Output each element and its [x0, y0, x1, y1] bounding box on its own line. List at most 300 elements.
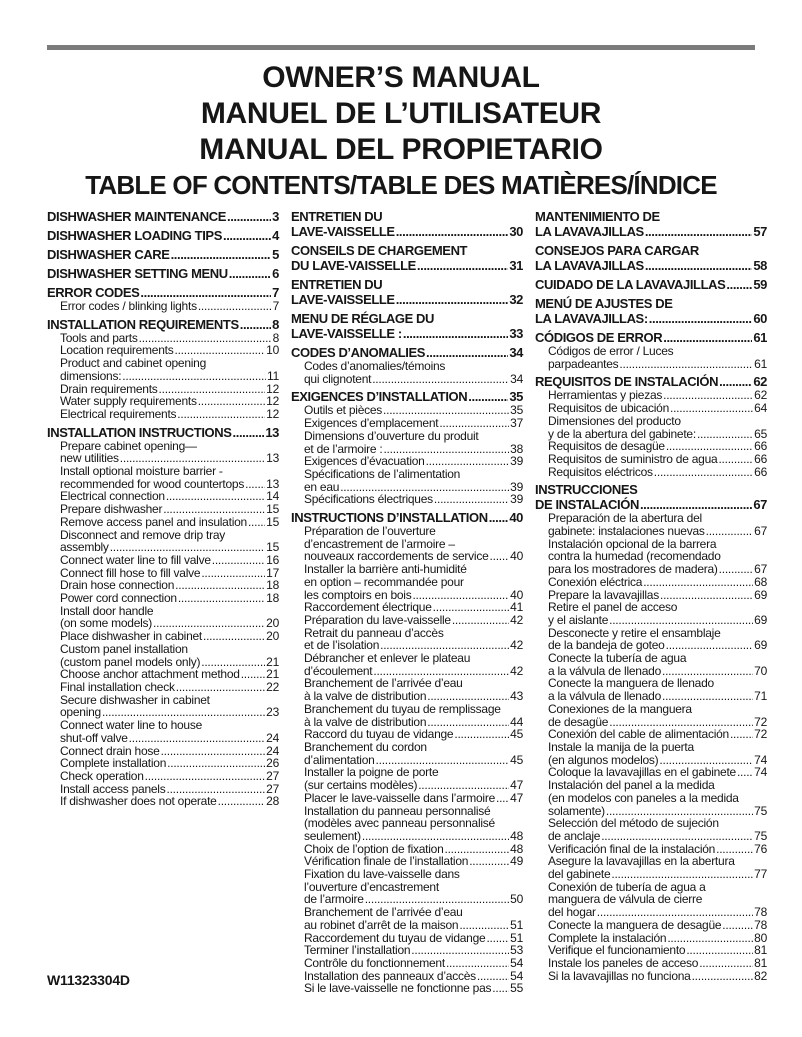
- toc-entry-line: [535, 258, 767, 273]
- dot-leader: [362, 830, 509, 843]
- toc-entry-line: d’encastrement de l’armoire –: [304, 536, 455, 551]
- toc-entry-line: (en modelos con paneles a la medida: [548, 790, 739, 805]
- page-number: 80: [754, 930, 767, 945]
- toc-section: [47, 209, 279, 224]
- page-number: 66: [754, 464, 767, 479]
- page-number: 72: [754, 727, 767, 742]
- toc-entry-text: DISHWASHER CARE: [47, 247, 170, 262]
- toc-entry-text: Connect fill hose to fill valve: [60, 565, 201, 580]
- dot-leader: [597, 906, 753, 919]
- toc-item: [535, 881, 767, 919]
- toc-entry-text: et de l’isolation: [304, 638, 380, 653]
- toc-entry-text: Water supply requirements: [60, 394, 197, 409]
- toc-entry-text: DISHWASHER LOADING TIPS: [47, 228, 222, 243]
- toc-item: [535, 652, 767, 677]
- toc-item: [291, 868, 523, 906]
- toc-entry-text: Final installation check: [60, 679, 175, 694]
- toc-entry-line: [548, 402, 767, 415]
- dot-leader: [227, 209, 271, 224]
- toc-entry-text: Raccordement électrique: [304, 600, 432, 615]
- toc-entry-text: d’alimentation: [304, 752, 375, 767]
- toc-entry-text: qui clignotent: [304, 371, 372, 386]
- toc-section-heading: [535, 209, 767, 239]
- top-divider: [47, 45, 755, 50]
- toc-entry-line: Install optional moisture barrier -: [60, 464, 223, 479]
- toc-entry-line: Connect water line to house: [60, 718, 203, 733]
- toc-entry-text: REQUISITOS DE INSTALACIÓN: [535, 374, 719, 390]
- toc-entry-text: CUIDADO DE LA LAVAVAJILLAS: [535, 277, 726, 292]
- toc-item: [291, 766, 523, 791]
- toc-section: [535, 482, 767, 982]
- toc-entry-text: Remove access panel and insulation: [60, 514, 247, 529]
- toc-item: [47, 770, 279, 783]
- page-number: 31: [509, 258, 523, 273]
- toc-entry-text: Conexión del cable de alimentación: [548, 727, 729, 742]
- dot-leader: [468, 389, 508, 404]
- page-number: 12: [266, 394, 279, 409]
- dot-leader: [692, 970, 754, 983]
- page-number: 65: [754, 426, 767, 441]
- toc-entry-line: [60, 516, 279, 529]
- page-number: 62: [754, 388, 767, 403]
- dot-leader: [663, 330, 752, 345]
- toc-entry-text: Requisitos eléctricos: [548, 464, 653, 479]
- page-number: 12: [266, 406, 279, 421]
- toc-entry-line: [47, 228, 279, 243]
- dot-leader: [643, 576, 753, 589]
- toc-entry-line: manguera de válvula de cierre: [548, 892, 703, 907]
- toc-section: [291, 311, 523, 341]
- dot-leader: [490, 550, 510, 563]
- toc-entry-line: [291, 292, 523, 307]
- toc-entry-text: Préparation du lave-vaisselle: [304, 612, 451, 627]
- toc-section-heading: [535, 277, 767, 292]
- toc-section: [291, 277, 523, 307]
- toc-item: [535, 601, 767, 626]
- page-number: 21: [266, 667, 279, 682]
- toc-column-3: [535, 209, 767, 982]
- toc-section-heading: [535, 374, 767, 389]
- toc-item: [291, 417, 523, 430]
- toc-item: [47, 694, 279, 719]
- toc-section-heading: [47, 317, 279, 332]
- page-number: 42: [510, 638, 523, 653]
- toc-item: [291, 468, 523, 493]
- dot-leader: [730, 728, 753, 741]
- toc-entry-text: new utilities: [60, 451, 119, 466]
- page-number: 48: [510, 841, 523, 856]
- toc-entry-line: [47, 425, 279, 440]
- page-number: 35: [509, 389, 523, 405]
- toc-section-heading: [535, 296, 767, 326]
- page-number: 13: [266, 476, 279, 491]
- toc-section-heading: [535, 243, 767, 273]
- toc-item: [535, 415, 767, 440]
- dot-leader: [176, 681, 265, 694]
- page-number: 47: [510, 790, 523, 805]
- toc-entry-text: opening: [60, 705, 101, 720]
- page-number: 32: [509, 292, 523, 307]
- toc-column-2: [291, 209, 523, 995]
- toc-entry-line: Branchement du tuyau de remplissage: [304, 701, 501, 716]
- toc-item: [291, 805, 523, 843]
- toc-section: [291, 389, 523, 506]
- table-of-contents-title: TABLE OF CONTENTS/TABLE DES MATIÈRES/ÍNDICE: [85, 170, 717, 200]
- page-number: 28: [266, 794, 279, 809]
- toc-entry-line: Fixation du lave-vaisselle dans: [304, 867, 460, 882]
- page-number: 3: [272, 209, 279, 224]
- page-number: 12: [266, 381, 279, 396]
- dot-leader: [248, 516, 265, 529]
- manual-title-french: MANUEL DE L’UTILISATEUR: [200, 97, 602, 130]
- toc-entry-text: Conecte la manguera de desagüe: [548, 917, 722, 932]
- toc-item: [291, 360, 523, 385]
- dot-leader: [699, 957, 753, 970]
- toc-entry-line: Product and cabinet opening: [60, 356, 207, 371]
- toc-section-heading: [291, 510, 523, 525]
- toc-section: [291, 209, 523, 239]
- dot-leader: [601, 830, 753, 843]
- toc-item: [47, 719, 279, 744]
- toc-item: [291, 493, 523, 506]
- toc-item: [535, 538, 767, 576]
- toc-entry-line: [548, 919, 767, 932]
- toc-entry-line: Prepare cabinet opening—: [60, 438, 197, 453]
- page-number: 34: [509, 345, 523, 360]
- toc-entry-line: [60, 592, 279, 605]
- toc-entry-text: Tools and parts: [60, 330, 138, 345]
- toc-entry-line: [535, 224, 767, 239]
- toc-entry-text: If dishwasher does not operate: [60, 794, 217, 809]
- toc-section: [47, 228, 279, 243]
- page-number: 55: [510, 981, 523, 996]
- page-number: 81: [754, 955, 767, 970]
- toc-item: [535, 741, 767, 766]
- toc-item: [291, 906, 523, 931]
- toc-section-heading: [291, 243, 523, 273]
- toc-entry-line: [548, 358, 767, 371]
- toc-entry-text: DISHWASHER SETTING MENU: [47, 266, 228, 281]
- dot-leader: [489, 510, 509, 525]
- page-number: 48: [510, 828, 523, 843]
- toc-entry-line: Disconnect and remove drip tray: [60, 527, 225, 542]
- toc-entry-line: Conexión de tubería de agua a: [548, 879, 706, 894]
- page-number: 81: [754, 943, 767, 958]
- dot-leader: [201, 567, 265, 580]
- toc-entry-line: Selección del método de sujeción: [548, 816, 719, 831]
- toc-entry-line: (modèles avec panneau personnalisé: [304, 816, 495, 831]
- toc-entry-line: [291, 224, 523, 239]
- toc-entry-text: Place dishwasher in cabinet: [60, 629, 203, 644]
- toc-entry-line: [548, 868, 767, 881]
- toc-item: [535, 677, 767, 702]
- toc-entry-text: de la bandeja de goteo: [548, 638, 665, 653]
- page-number: 20: [266, 629, 279, 644]
- toc-entry-text: Electrical requirements: [60, 406, 177, 421]
- dot-leader: [670, 402, 753, 415]
- toc-section-heading: [47, 285, 279, 300]
- dot-leader: [212, 554, 265, 567]
- dot-leader: [198, 395, 265, 408]
- toc-entry-text: Exigences d’évacuation: [304, 454, 425, 469]
- toc-entry-line: [291, 258, 523, 273]
- dot-leader: [663, 389, 753, 402]
- dot-leader: [229, 266, 271, 281]
- toc-entry-line: [304, 919, 523, 932]
- dot-leader: [403, 326, 508, 341]
- page-number: 69: [754, 612, 767, 627]
- toc-entry-line: Branchement de l’arrivée d’eau: [304, 676, 463, 691]
- toc-entry-text: (on some models): [60, 616, 153, 631]
- toc-entry-line: [535, 330, 767, 345]
- toc-entry-text: en eau: [304, 479, 340, 494]
- page-number: 67: [754, 562, 767, 577]
- toc-entry-text: parpadeantes: [548, 356, 619, 371]
- toc-entry-text: a la válvula de llenado: [548, 689, 662, 704]
- toc-entry-line: Preparación de la abertura del: [548, 511, 702, 526]
- page-number: 22: [266, 679, 279, 694]
- dot-leader: [426, 345, 508, 360]
- toc-entry-line: [535, 374, 767, 389]
- page-number: 71: [754, 689, 767, 704]
- toc-entry-text: Install access panels: [60, 781, 166, 796]
- page-number: 35: [510, 403, 523, 418]
- dot-leader: [645, 224, 752, 239]
- toc-entry-line: [548, 690, 767, 703]
- toc-entry-line: [535, 311, 767, 326]
- toc-entry-text: Installation des panneaux d’accès: [304, 968, 476, 983]
- toc-entry-line: MANTENIMIENTO DE: [535, 209, 660, 224]
- toc-entry-line: INSTRUCCIONES: [535, 482, 638, 498]
- toc-item: [47, 465, 279, 490]
- toc-entry-line: ENTRETIEN DU: [291, 277, 383, 292]
- page-number: 27: [266, 781, 279, 796]
- toc-entry-line: [60, 503, 279, 516]
- page-number: 24: [266, 730, 279, 745]
- page-number: 68: [754, 574, 767, 589]
- toc-entry-line: [60, 681, 279, 694]
- toc-item: [47, 554, 279, 567]
- page-number: 23: [266, 705, 279, 720]
- toc-entry-line: Dimensions d’ouverture du produit: [304, 428, 479, 443]
- toc-entry-text: Requisitos de desagüe: [548, 439, 665, 454]
- toc-entry-text: recommended for wood countertops: [60, 476, 245, 491]
- toc-item: [291, 703, 523, 728]
- toc-columns: [47, 209, 767, 996]
- toc-entry-text: del hogar: [548, 905, 596, 920]
- dot-leader: [178, 592, 265, 605]
- page-number: 49: [510, 854, 523, 869]
- page-number: 70: [754, 663, 767, 678]
- toc-entry-text: Verificación final de la instalación: [548, 841, 716, 856]
- toc-entry-line: [304, 957, 523, 970]
- toc-entry-text: Power cord connection: [60, 591, 177, 606]
- dot-leader: [439, 417, 509, 430]
- toc-entry-line: [548, 830, 767, 843]
- dot-leader: [446, 957, 509, 970]
- toc-item: [47, 529, 279, 554]
- dot-leader: [396, 292, 509, 307]
- page-number: 21: [266, 654, 279, 669]
- toc-entry-line: ENTRETIEN DU: [291, 209, 383, 224]
- page-number: 69: [754, 587, 767, 602]
- page-number: 62: [753, 374, 767, 390]
- toc-entry-text: Complete installation: [60, 756, 167, 771]
- toc-entry-text: INSTALLATION REQUIREMENTS: [47, 316, 239, 332]
- toc-entry-line: [60, 408, 279, 421]
- toc-entry-line: [47, 285, 279, 300]
- toc-entry-text: INSTRUCTIONS D’INSTALLATION: [291, 510, 488, 526]
- dot-leader: [140, 285, 271, 300]
- toc-item: [47, 357, 279, 382]
- toc-column-1: [47, 209, 279, 808]
- toc-item: [291, 741, 523, 766]
- toc-entry-line: Conecte la manguera de llenado: [548, 676, 714, 691]
- toc-entry-text: y el aislante: [548, 612, 609, 627]
- toc-item: [291, 957, 523, 970]
- page-number: 37: [510, 416, 523, 431]
- toc-entry-text: LA LAVAVAJILLAS: [535, 258, 644, 273]
- toc-entry-line: [60, 554, 279, 567]
- toc-entry-text: de l’armoire: [304, 892, 364, 907]
- page-number: 59: [753, 277, 767, 292]
- toc-entry-line: [548, 466, 767, 479]
- toc-section: [535, 374, 767, 478]
- dot-leader: [198, 300, 272, 313]
- page-number: 47: [510, 778, 523, 793]
- toc-entry-text: DU LAVE-VAISSELLE: [291, 258, 416, 273]
- toc-section-heading: [47, 425, 279, 440]
- toc-entry-text: DE INSTALACIÓN: [535, 497, 639, 513]
- page-number: 39: [510, 492, 523, 507]
- toc-entry-text: Vérification finale de l’installation: [304, 854, 469, 869]
- page-number: 41: [510, 600, 523, 615]
- toc-item: [47, 440, 279, 465]
- toc-entry-line: [548, 957, 767, 970]
- page-number: 7: [272, 299, 279, 313]
- toc-entry-line: [304, 373, 523, 386]
- page-number: 24: [266, 743, 279, 758]
- toc-item: [535, 512, 767, 537]
- page-number: 38: [510, 441, 523, 456]
- dot-leader: [417, 258, 508, 273]
- page-number: 44: [510, 714, 523, 729]
- toc-entry-line: [47, 209, 279, 224]
- page-number: 13: [265, 424, 279, 440]
- toc-entry-text: CÓDIGOS DE ERROR: [535, 330, 663, 345]
- dot-leader: [434, 493, 509, 506]
- page-number: 54: [510, 968, 523, 983]
- page-number: 66: [754, 439, 767, 454]
- dot-leader: [167, 757, 265, 770]
- page-number: 60: [753, 311, 767, 326]
- dot-leader: [726, 277, 752, 292]
- toc-entry-line: Retire el panel de acceso: [548, 600, 678, 615]
- toc-entry-line: en option – recommandée pour: [304, 574, 464, 589]
- toc-entry-line: [60, 732, 279, 745]
- toc-item: [47, 516, 279, 529]
- toc-section: [291, 243, 523, 273]
- toc-section: [47, 247, 279, 262]
- toc-item: [47, 757, 279, 770]
- toc-entry-line: [535, 497, 767, 512]
- dot-leader: [719, 374, 752, 389]
- toc-item: [291, 652, 523, 677]
- toc-entry-text: gabinete: instalaciones nuevas: [548, 524, 705, 539]
- toc-entry-text: d’écoulement: [304, 663, 373, 678]
- toc-item: [535, 779, 767, 817]
- page-number: 54: [510, 955, 523, 970]
- dot-leader: [223, 228, 271, 243]
- dot-leader: [122, 370, 266, 383]
- toc-entry-text: Herramientas y piezas: [548, 388, 663, 403]
- toc-item: [535, 627, 767, 652]
- toc-section-heading: [291, 209, 523, 239]
- page-number: 58: [753, 258, 767, 273]
- toc-item: [535, 453, 767, 466]
- toc-section: [47, 425, 279, 808]
- toc-section: [47, 285, 279, 313]
- toc-entry-line: Asegure la lavavajillas en la abertura: [548, 854, 735, 869]
- page-number: 18: [266, 591, 279, 606]
- page-number: 4: [272, 228, 279, 243]
- toc-entry-line: Install door handle: [60, 603, 154, 618]
- toc-section-heading: [47, 209, 279, 224]
- toc-section-heading: [291, 277, 523, 307]
- page-number: 53: [510, 943, 523, 958]
- page-number: 69: [754, 638, 767, 653]
- page-number: 51: [510, 930, 523, 945]
- toc-entry-text: y de la abertura del gabinete:: [548, 426, 696, 441]
- dot-leader: [640, 497, 752, 512]
- dot-leader: [697, 428, 753, 441]
- toc-item: [535, 703, 767, 728]
- page-number: 66: [754, 451, 767, 466]
- dot-leader: [469, 855, 509, 868]
- toc-section-heading: [291, 389, 523, 404]
- toc-entry-line: [291, 389, 523, 404]
- toc-entry-text: de anclaje: [548, 828, 601, 843]
- dot-leader: [496, 792, 509, 805]
- page-number: 26: [266, 756, 279, 771]
- toc-item: [535, 957, 767, 970]
- toc-item: [291, 627, 523, 652]
- dot-leader: [175, 579, 265, 592]
- toc-entry-line: [304, 493, 523, 506]
- page-number: 39: [510, 454, 523, 469]
- dot-leader: [718, 453, 753, 466]
- toc-section: [535, 277, 767, 292]
- toc-entry-text: (en algunos modelos): [548, 752, 659, 767]
- page-number: 7: [272, 285, 279, 300]
- dot-leader: [459, 919, 509, 932]
- toc-entry-text: Coloque la lavavajillas en el gabinete: [548, 765, 736, 780]
- toc-entry-text: Contrôle du fonctionnement: [304, 955, 445, 970]
- toc-entry-text: Check operation: [60, 768, 144, 783]
- toc-entry-text: Outils et pièces: [304, 403, 383, 418]
- toc-item: [535, 576, 767, 589]
- dot-leader: [706, 525, 754, 538]
- toc-entry-text: Terminer l’installation: [304, 943, 411, 958]
- toc-entry-line: [304, 417, 523, 430]
- toc-entry-text: Prepare dishwasher: [60, 502, 163, 517]
- page-number: 43: [510, 689, 523, 704]
- page-number: 76: [754, 841, 767, 856]
- toc-entry-line: [60, 300, 279, 313]
- dot-leader: [163, 503, 265, 516]
- page-number: 42: [510, 612, 523, 627]
- toc-entry-text: LAVE-VAISSELLE: [291, 292, 395, 307]
